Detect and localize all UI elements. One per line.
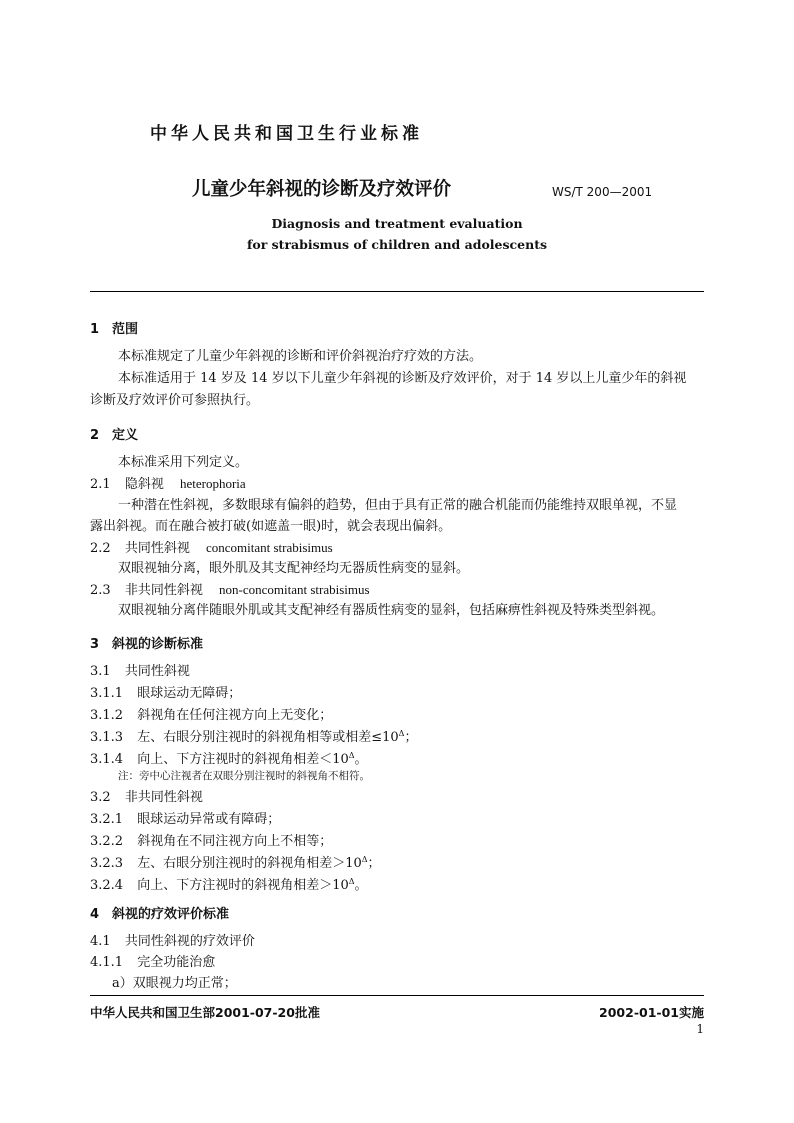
- section-1-para-1: 本标准规定了儿童少年斜视的诊断和评价斜视治疗疗效的方法。: [118, 349, 483, 364]
- clause-3-2: [90, 787, 203, 809]
- definition-2-2-english: concomitant strabisimus: [205, 540, 333, 555]
- clause-3-2-2: [90, 831, 332, 853]
- clause-3-2-4: [90, 875, 368, 897]
- definition-2-3-text: 双眼视轴分离伴随眼外肌或其支配神经有器质性病变的显斜，包括麻痹性斜视及特殊类型斜视。: [118, 603, 665, 618]
- definition-2-3-number: 2.3: [90, 583, 111, 598]
- definition-2-1-english: heterophoria: [179, 476, 246, 491]
- section-2-heading: 2 定义: [90, 428, 139, 443]
- section-1-heading: 1 范围: [90, 322, 139, 337]
- page-number: 1: [696, 1022, 704, 1036]
- clause-3-1-2-number: 3.1.2: [90, 708, 124, 723]
- clause-3-2-1: [90, 809, 280, 831]
- definition-2-2-text: 双眼视轴分离，眼外肌及其支配神经均无器质性病变的显斜。: [118, 561, 470, 576]
- clause-3-1-1-text: 眼球运动无障碍；: [137, 686, 242, 701]
- clause-3-1-3-number: 3.1.3: [90, 730, 124, 745]
- standard-number: WS/T 200—2001: [552, 185, 653, 199]
- definition-2-3-english: non-concomitant strabisimus: [218, 582, 370, 597]
- clause-3-2-1-text: 眼球运动异常或有障碍；: [137, 812, 281, 827]
- clause-3-1-number: 3.1: [90, 664, 111, 679]
- definition-2-3-term: 非共同性斜视: [124, 583, 203, 598]
- clause-3-2-1-number: 3.2.1: [90, 812, 124, 827]
- doc-title: 儿童少年斜视的诊断及疗效评价: [192, 179, 452, 200]
- clause-3-2-4-number: 3.2.4: [90, 878, 124, 893]
- clause-4-1-1-title: 完全功能治愈: [137, 955, 216, 970]
- definition-2-2-number: 2.2: [90, 541, 111, 556]
- clause-3-1-4-end: 。: [354, 752, 368, 767]
- approval-line: 中华人民共和国卫生部2001-07-20批准: [90, 1005, 320, 1020]
- section-3-heading: 3 斜视的诊断标准: [90, 637, 204, 652]
- section-1-para-2a: 本标准适用于 14 岁及 14 岁以下儿童少年斜视的诊断及疗效评价，对于 14 岁以上儿童少年的斜视: [118, 371, 687, 386]
- definition-2-1-text-b: 露出斜视。而在融合被打破(如遮盖一眼)时，就会表现出偏斜。: [90, 519, 452, 534]
- clause-3-2-4-end: 。: [354, 878, 368, 893]
- org-title: 中华人民共和国卫生行业标准: [150, 124, 423, 144]
- clause-4-1-1: [90, 952, 215, 974]
- prism-diopter-symbol: Δ: [361, 855, 368, 864]
- clause-3-2-title: 非共同性斜视: [124, 790, 203, 805]
- section-4-heading: 4 斜视的疗效评价标准: [90, 907, 230, 922]
- implementation-date: 2002-01-01实施: [599, 1005, 704, 1020]
- clause-4-1-number: 4.1: [90, 934, 111, 949]
- clause-3-2-3: [90, 853, 381, 875]
- clause-3-2-3-text: 左、右眼分别注视时的斜视角相差＞10: [137, 856, 362, 871]
- clause-3-1: [90, 661, 190, 683]
- section-1-para-2b: 诊断及疗效评价可参照执行。: [90, 393, 260, 408]
- clause-3-2-2-text: 斜视角在不同注视方向上不相等；: [137, 834, 333, 849]
- section-2-intro: 本标准采用下列定义。: [118, 455, 249, 470]
- clause-3-2-2-number: 3.2.2: [90, 834, 124, 849]
- clause-3-1-3-end: ；: [404, 730, 418, 745]
- prism-diopter-symbol: Δ: [348, 877, 355, 886]
- english-title-line-1: Diagnosis and treatment evaluation: [271, 216, 523, 231]
- clause-3-1-title: 共同性斜视: [124, 664, 190, 679]
- clause-3-1-2: [90, 705, 332, 727]
- definition-2-1: [90, 473, 246, 496]
- english-title-line-2: for strabismus of children and adolescents: [246, 237, 548, 252]
- clause-3-1-1-number: 3.1.1: [90, 686, 124, 701]
- definition-2-1-number: 2.1: [90, 477, 111, 492]
- list-item-a: a）双眼视力均正常；: [112, 976, 237, 991]
- clause-3-2-number: 3.2: [90, 790, 111, 805]
- header-rule: [90, 291, 704, 292]
- clause-3-2-3-end: ；: [367, 856, 381, 871]
- definition-2-3: [90, 579, 370, 602]
- definition-2-2: [90, 537, 333, 560]
- clause-3-1-4-number: 3.1.4: [90, 752, 124, 767]
- clause-4-1-1-number: 4.1.1: [90, 955, 124, 970]
- clause-3-1-4-text: 向上、下方注视时的斜视角相差＜10: [137, 752, 349, 767]
- clause-3-1-3-text: 左、右眼分别注视时的斜视角相等或相差≤10: [137, 730, 399, 745]
- clause-3-2-3-number: 3.2.3: [90, 856, 124, 871]
- footer-rule: [90, 995, 704, 996]
- clause-4-1: [90, 931, 255, 953]
- clause-3-1-3: [90, 727, 417, 749]
- clause-3-1-2-text: 斜视角在任何注视方向上无变化；: [137, 708, 333, 723]
- clause-3-1-note: 注：旁中心注视者在双眼分别注视时的斜视角不相符。: [118, 770, 370, 782]
- definition-2-2-term: 共同性斜视: [124, 541, 190, 556]
- definition-2-1-text-a: 一种潜在性斜视，多数眼球有偏斜的趋势，但由于具有正常的融合机能而仍能维持双眼单视，不显: [118, 498, 678, 513]
- definition-2-1-term: 隐斜视: [124, 477, 164, 492]
- prism-diopter-symbol: Δ: [398, 729, 405, 738]
- clause-4-1-title: 共同性斜视的疗效评价: [124, 934, 255, 949]
- clause-3-2-4-text: 向上、下方注视时的斜视角相差＞10: [137, 878, 349, 893]
- prism-diopter-symbol: Δ: [348, 751, 355, 760]
- clause-3-1-1: [90, 683, 241, 705]
